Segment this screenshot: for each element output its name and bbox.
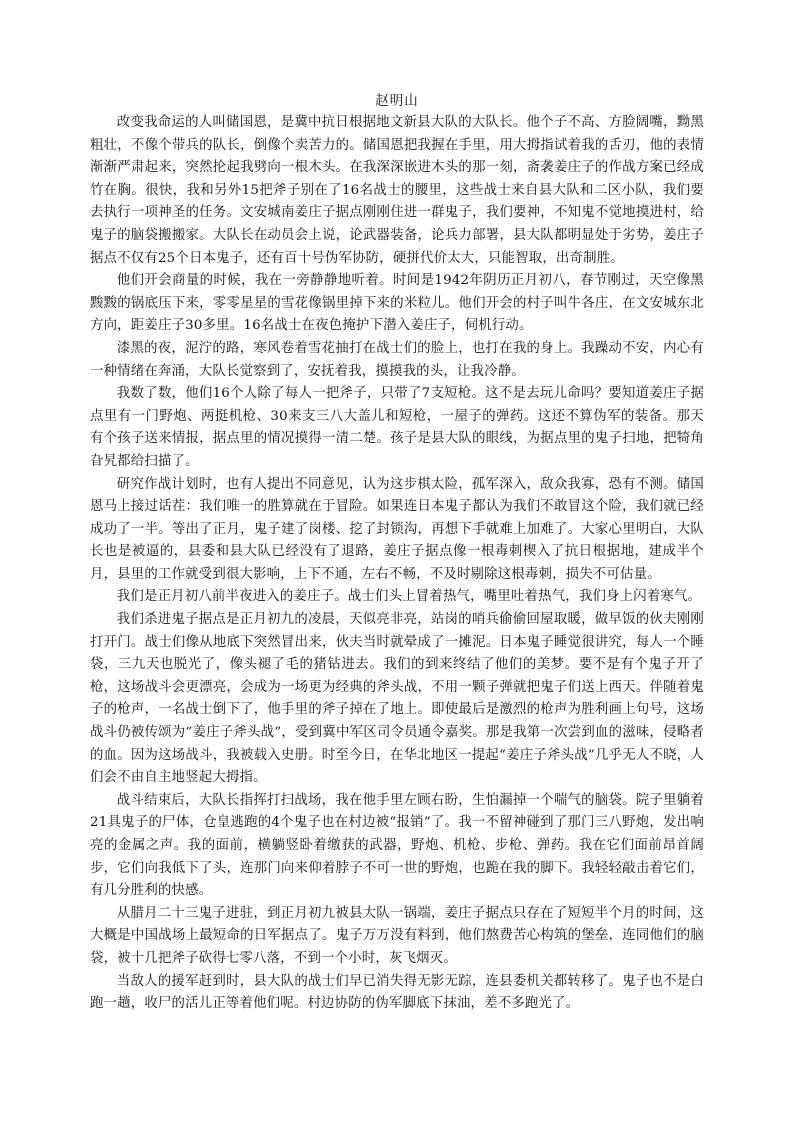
paragraph: 改变我命运的人叫储国恩，是冀中抗日根据地文新县大队的大队长。他个子不高、方脸阔嘴，黝黑粗壮，不像个带兵的队长，倒像个卖苦力的。储国恩把我握在手里，用大拇指试着我的舌刃，他的表情渐渐严肃起来，突然抡起我劈向一根木头。在我深深嵌进木头的那一刻，斋袭姜庄子的作战方案已经成竹在胸。很快，我和另外15把斧子别在了16名战士的腰里，这些战士来自县大队和二区小队，我们要去执行一项神圣的任务。文安城南姜庄子据点刚刚住进一群鬼子，我们要神，不知鬼不觉地摸进村，给鬼子的脑袋搬搬家。大队长在动员会上说，论武器装备，论兵力部署，县大队都明显处于劣势，姜庄子据点不仅有25个日本鬼子，还有百十号伪军协防，硬拼代价太大，只能智取，出奇制胜。 — [90, 115, 704, 266]
paragraph: 他们开会商量的时候，我在一旁静静地听着。时间是1942年阴历正月初八，春节刚过，天空像黑黢黢的锅底压下来，零零星星的雪花像锅里掉下来的米粒儿。他们开会的村子叫牛各庄，在文安城东北方向，距姜庄子30多里。16名战士在夜色掩护下潜入姜庄子，伺机行动。 — [90, 273, 704, 334]
paragraph: 从腊月二十三鬼子进驻，到正月初九被县大队一锅端，姜庄子据点只存在了短短半个月的时间，这大概是中国战场上最短命的日军据点了。鬼子万万没有料到，他们熬费苦心构筑的堡垒，连同他们的脑袋，被十几把斧子砍得七零八落，不到一个小时，灰飞烟灭。 — [90, 905, 704, 966]
paragraph: 研究作战计划时，也有人提出不同意见，认为这步棋太险，孤军深入，敌众我寡，恐有不测。储国恩马上接过话茬：我们唯一的胜算就在于冒险。如果连日本鬼子都认为我们不敢冒这个险，我们就已经成功了一半。等出了正月，鬼子建了岗楼、挖了封锁沟，再想下手就难上加难了。大家心里明白，大队长也是被逼的，县委和县大队已经没有了退路，姜庄子据点像一根毒刺楔入了抗日根据地，建成半个月，县里的工作就受到很大影响，上下不通，左右不畅，不及时剔除这根毒刺，损失不可估量。 — [90, 476, 704, 582]
paragraph: 当敌人的援军赶到时，县大队的战士们早已消失得无影无踪，连县委机关都转移了。鬼子也不是白跑一趟，收尸的活儿正等着他们呢。村边协防的伪军脚底下抹油，差不多跑光了。 — [90, 973, 704, 1012]
paragraph: 我们杀进鬼子据点是正月初九的凌晨，天似亮非亮，站岗的哨兵偷偷回屋取暖，做早饭的伙夫刚刚打开门。战士们像从地底下突然冒出来，伙夫当时就晕成了一摊泥。日本鬼子睡觉很讲究，每人一个睡袋，三九天也脱光了，像头褪了毛的猪钻进去。我们的到来终结了他们的美梦。要不是有个鬼子开了枪，这场战斗会更漂亮，会成为一场更为经典的斧头战，不用一颗子弹就把鬼子们送上西天。伴随着鬼子的枪声，一名战士倒下了，他手里的斧子掉在了地上。即使最后是激烈的枪声为胜利画上句号，这场战斗仍被传颂为“姜庄子斧头战”，受到冀中军区司令员通令嘉奖。那是我第一次尝到血的滋味，侵略者的血。因为这场战斗，我被载入史册。时至今日，在华北地区一提起“姜庄子斧头战”几乎无人不晓，人们会不由自主地竖起大拇指。 — [90, 612, 704, 786]
paragraph: 我们是正月初八前半夜进入的姜庄子。战士们头上冒着热气，嘴里吐着热气，我们身上闪着寒气。 — [116, 589, 702, 605]
paragraph: 我数了数，他们16个人除了每人一把斧子，只带了7支短枪。这不是去玩儿命吗？要知道姜庄子据点里有一门野炮、两挺机枪、30来支三八大盖儿和短枪，一屋子的弹药。这还不算伪军的装备。那天有个孩子送来情报，据点里的情况摸得一清二楚。孩子是县大队的眼线，为据点里的鬼子扫地，把犄角旮旯都给扫描了。 — [90, 386, 704, 469]
author-name: 赵明山 — [375, 93, 419, 109]
paragraph: 战斗结束后，大队长指挥打扫战场，我在他手里左顾右盼，生怕漏掉一个喘气的脑袋。院子里躺着21具鬼子的尸体，仓皇逃跑的4个鬼子也在村边被“报销”了。我一不留神碰到了那门三八野炮，发出响亮的金属之声。我的面前，横躺竖卧着缴获的武器，野炮、机枪、步枪、弹药。我在它们面前昂首阔步，它们向我低下了头，连那门向来仰着脖子不可一世的野炮，也跪在我的脚下。我轻轻敲击着它们，有几分胜利的快感。 — [90, 792, 704, 899]
paragraph: 漆黑的夜，泥泞的路，寒风卷着雪花抽打在战士们的脸上，也打在我的身上。我躁动不安，内心有一种情绪在奔涌，大队长觉察到了，安抚着我，摸摸我的头，让我冷静。 — [90, 340, 704, 379]
document-page — [90, 90, 704, 1016]
